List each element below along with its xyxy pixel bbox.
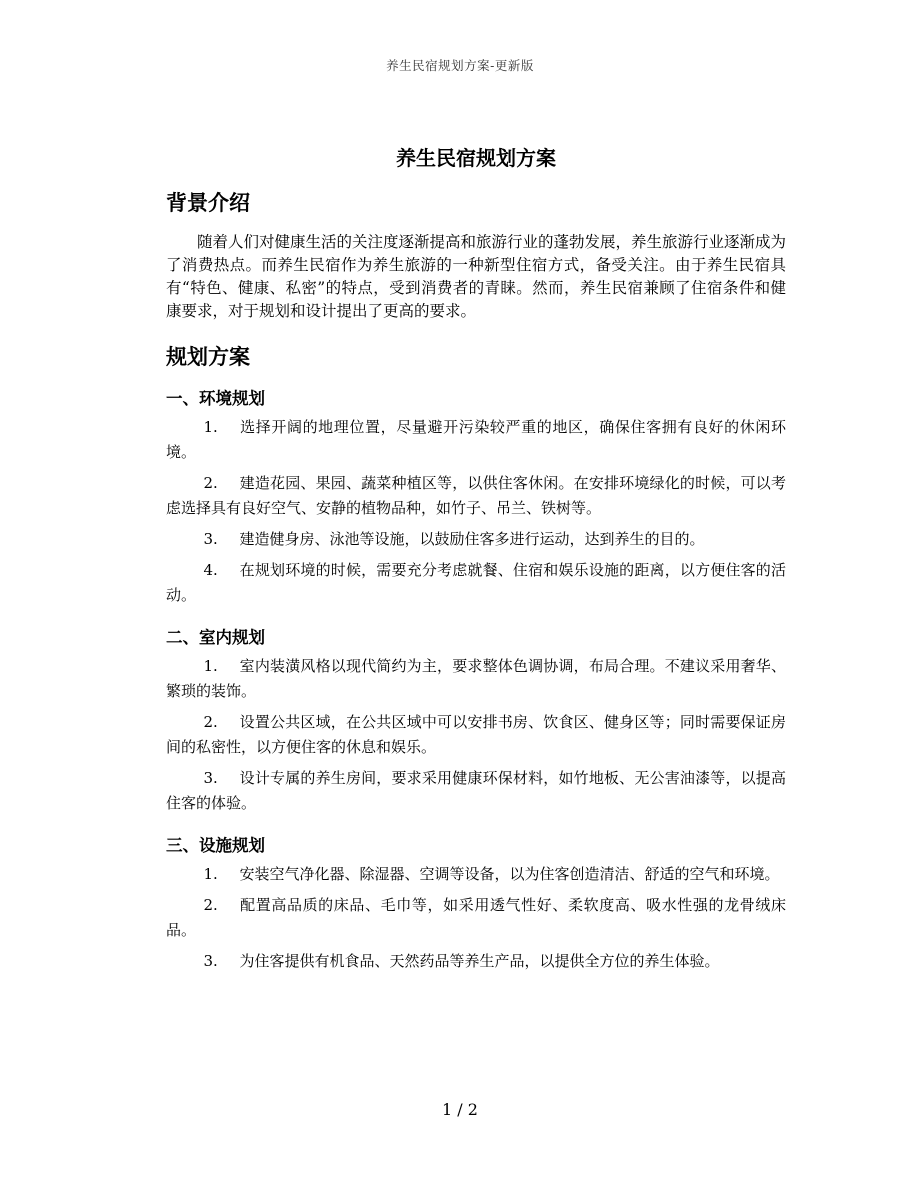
- item-number: 4.: [203, 561, 218, 579]
- item-text: 为住客提供有机食品、天然药品等养生产品，以提供全方位的养生体验。: [239, 952, 720, 970]
- facilities-list: [166, 862, 786, 974]
- document-body: [166, 142, 786, 980]
- list-item: [166, 710, 786, 760]
- item-number: 3.: [203, 769, 218, 787]
- section-heading-facilities: 三、设施规划: [166, 836, 265, 855]
- item-text: 选择开阔的地理位置，尽量避开污染较严重的地区，确保住客拥有良好的休闲环境。: [166, 418, 786, 461]
- plan-heading: 规划方案: [166, 345, 250, 369]
- running-header: 养生民宿规划方案-更新版: [386, 58, 534, 73]
- list-item: [166, 766, 786, 816]
- item-number: 2.: [203, 474, 218, 492]
- list-item: [166, 654, 786, 704]
- list-item: [166, 558, 786, 608]
- document-title: 养生民宿规划方案: [396, 146, 556, 170]
- item-number: 1.: [203, 418, 218, 436]
- item-number: 1.: [203, 657, 218, 675]
- item-text: 设计专属的养生房间，要求采用健康环保材料，如竹地板、无公害油漆等，以提高住客的体验。: [166, 769, 786, 812]
- page-indicator: 1 / 2: [442, 1100, 478, 1119]
- item-text: 配置高品质的床品、毛巾等，如采用透气性好、柔软度高、吸水性强的龙骨绒床品。: [166, 896, 786, 939]
- item-text: 室内装潢风格以现代简约为主，要求整体色调协调，布局合理。不建议采用奢华、繁琐的装饰。: [166, 657, 786, 700]
- item-number: 1.: [203, 865, 218, 883]
- list-item: [166, 415, 786, 465]
- list-item: [166, 862, 786, 887]
- list-item: [166, 893, 786, 943]
- environment-list: [166, 415, 786, 608]
- interior-list: [166, 654, 786, 816]
- background-paragraph: 随着人们对健康生活的关注度逐渐提高和旅游行业的蓬勃发展，养生旅游行业逐渐成为了消费热点。而养生民宿作为养生旅游的一种新型住宿方式，备受关注。由于养生民宿具有“特色、健康、私密”的特点，受到消费者的青睐。然而，养生民宿兼顾了住宿条件和健康要求，对于规划和设计提出了更高的要求。: [166, 233, 787, 320]
- section-heading-environment: 一、环境规划: [166, 389, 265, 408]
- list-item: [166, 949, 786, 974]
- section-heading-interior: 二、室内规划: [166, 628, 265, 647]
- background-heading: 背景介绍: [166, 191, 250, 215]
- item-text: 建造花园、果园、蔬菜种植区等，以供住客休闲。在安排环境绿化的时候，可以考虑选择具有良好空气、安静的植物品种，如竹子、吊兰、铁树等。: [166, 474, 786, 517]
- item-number: 3.: [203, 952, 218, 970]
- item-number: 2.: [203, 896, 218, 914]
- item-text: 设置公共区域，在公共区域中可以安排书房、饮食区、健身区等；同时需要保证房间的私密性，以方便住客的休息和娱乐。: [166, 713, 786, 756]
- item-number: 3.: [203, 530, 218, 548]
- item-text: 安装空气净化器、除湿器、空调等设备，以为住客创造清洁、舒适的空气和环境。: [239, 865, 780, 883]
- list-item: [166, 527, 786, 552]
- list-item: [166, 471, 786, 521]
- item-number: 2.: [203, 713, 218, 731]
- item-text: 在规划环境的时候，需要充分考虑就餐、住宿和娱乐设施的距离，以方便住客的活动。: [166, 561, 786, 604]
- item-text: 建造健身房、泳池等设施，以鼓励住客多进行运动，达到养生的目的。: [239, 530, 705, 548]
